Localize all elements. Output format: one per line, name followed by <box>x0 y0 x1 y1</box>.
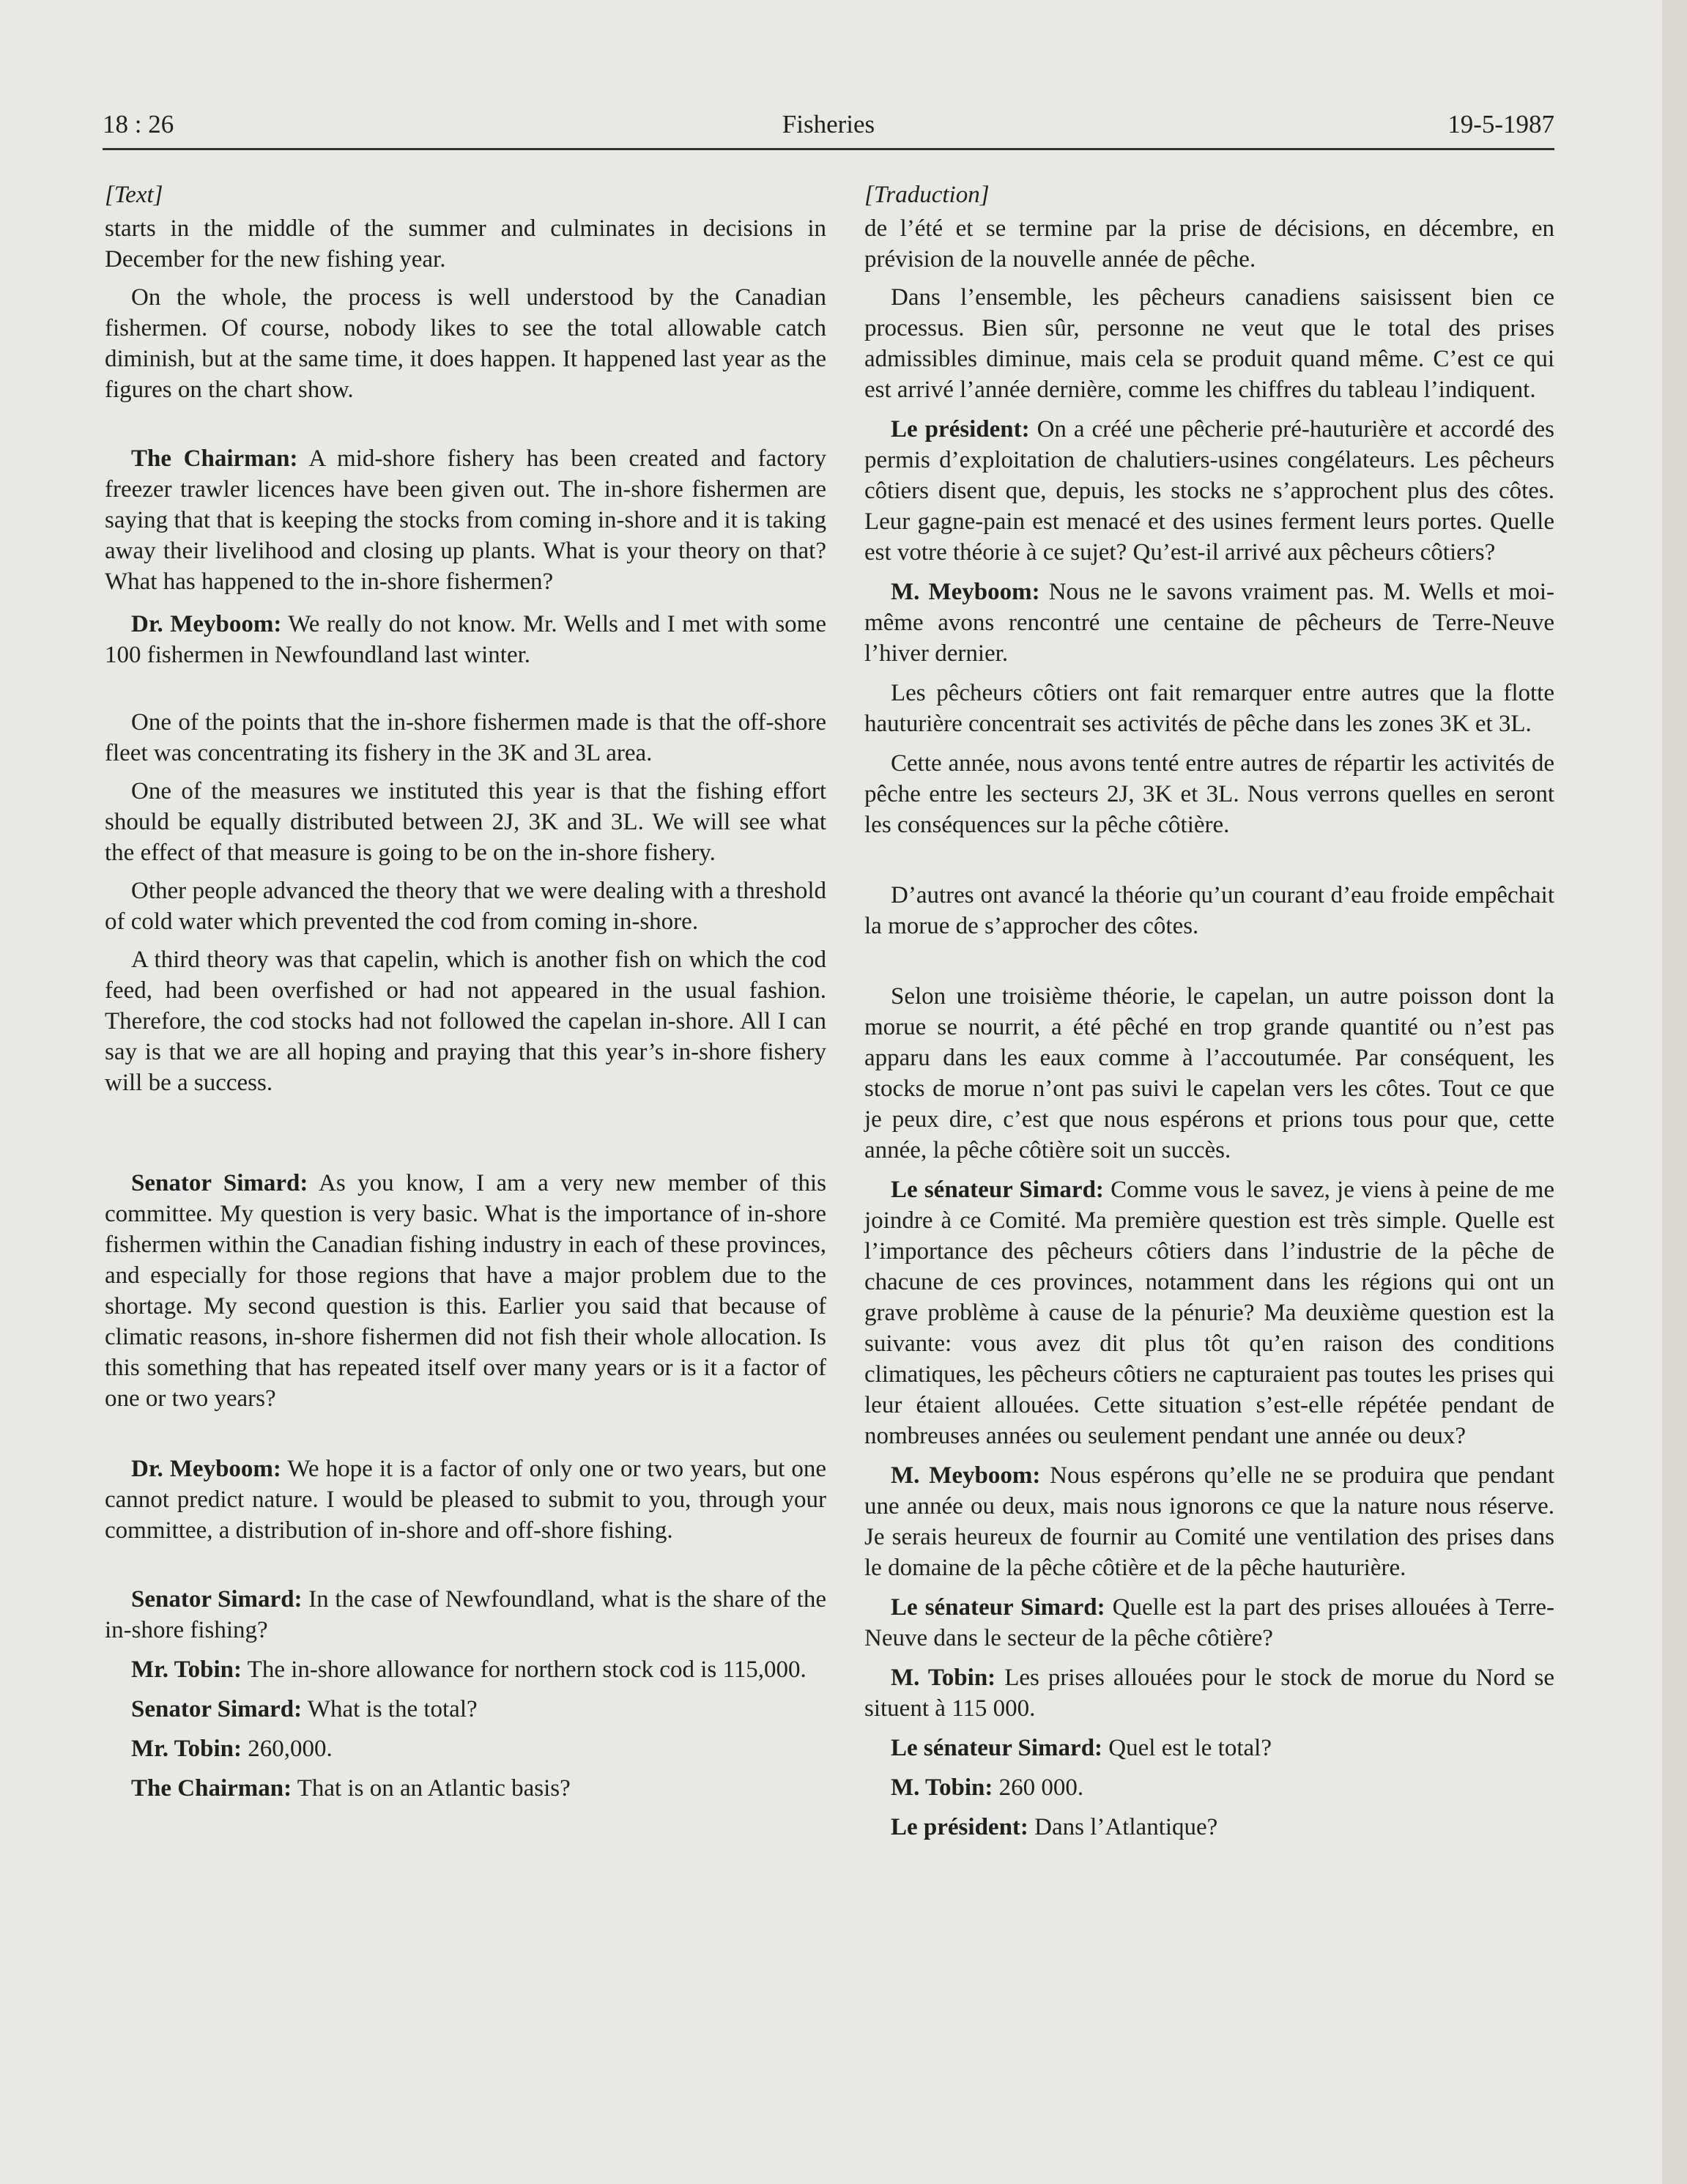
paragraph: A third theory was that capelin, which is another fish on which the cod feed, had been overfished or had not appeared in the usual fashion. Therefore, the cod stocks had not followed the capelan in-shore. All I can say is that we are all hoping and praying that this year’s in-shore fishery will be a success. <box>105 947 826 1096</box>
speaker: M. Meyboom: <box>891 1462 1041 1489</box>
page-edge <box>1662 0 1687 2184</box>
speech: The in-shore allowance for northern stock cod is 115,000. <box>242 1656 807 1683</box>
paragraph: Other people advanced the theory that we were dealing with a threshold of cold water which prevented the cod from coming in-shore. <box>105 878 826 935</box>
speech: 260 000. <box>993 1774 1084 1801</box>
paragraph <box>105 609 826 670</box>
paragraph <box>864 1733 1554 1763</box>
speech: Quel est le total? <box>1102 1735 1272 1761</box>
english-column <box>105 179 826 1804</box>
speech: As you know, I am a very new member of this committee. My question is very basic. What is the importance of in-shore fishermen within the Canadian fishing industry in each of these provinces, and especially for those regions that have a major problem due to the shortage. My second question is this. Earlier you said that because of climatic reasons, in-shore fishermen did not fish their whole allocation. Is this something that has repeated itself over many years or is it a factor of one or two years? <box>105 1170 826 1412</box>
speaker: Le président: <box>891 1814 1028 1840</box>
speaker: Le président: <box>891 416 1030 443</box>
speaker: The Chairman: <box>131 445 298 472</box>
paragraph: starts in the middle of the summer and culminates in decisions in December for the new fishing year. <box>105 215 826 273</box>
speaker: M. Tobin: <box>891 1665 996 1691</box>
paragraph: de l’été et se termine par la prise de décisions, en décembre, en prévision de la nouvelle année de pêche. <box>864 215 1554 273</box>
speech: What is the total? <box>302 1696 478 1722</box>
speech: That is on an Atlantic basis? <box>292 1775 571 1802</box>
speaker: M. Meyboom: <box>891 579 1040 605</box>
speaker: Senator Simard: <box>131 1170 308 1196</box>
speaker: Senator Simard: <box>131 1586 303 1613</box>
paragraph: Dans l’ensemble, les pêcheurs canadiens saisissent bien ce processus. Bien sûr, personne ne veut que le total des prises admissibles diminue, mais cela se produit quand même. C’est ce qui est arrivé l’année dernière, comme les chiffres du tableau l’indiquent. <box>864 284 1554 403</box>
paragraph: On the whole, the process is well understood by the Canadian fishermen. Of course, nobody likes to see the total allowable catch diminish, but at the same time, it does happen. It happened last year as the figures on the chart show. <box>105 284 826 403</box>
paragraph: One of the measures we instituted this year is that the fishing effort should be equally distributed between 2J, 3K and 3L. We will see what the effect of that measure is going to be on the in-shore fishery. <box>105 778 826 866</box>
running-header <box>103 110 1554 148</box>
speaker: Le sénateur Simard: <box>891 1735 1103 1761</box>
paragraph <box>864 1662 1554 1724</box>
paragraph <box>105 1733 826 1764</box>
paragraph <box>864 1812 1554 1843</box>
speaker: The Chairman: <box>131 1775 292 1802</box>
speaker: Le sénateur Simard: <box>891 1177 1104 1203</box>
column-label <box>105 179 826 210</box>
speech: Quelle est la part des prises allouées à Terre-Neuve dans le secteur de la pêche côtière? <box>864 1594 1554 1651</box>
paragraph <box>864 577 1554 669</box>
speech: Comme vous le savez, je viens à peine de me joindre à ce Comité. Ma première question est très simple. Quelle est l’importance des pêcheurs côtiers dans l’industrie de la pêche de chacune de ces provinces, notamment dans les régions qui ont un grave problème à cause de la pénurie? Ma deuxième question est la suivante: vous avez dit plus tôt qu’en raison des conditions climatiques, les pêcheurs côtiers ne capturaient pas toutes les prises qui leur étaient allouées. Cette situation s’est-elle répétée pendant de nombreuses années ou seulement pendant une année ou deux? <box>864 1177 1555 1449</box>
speaker: Le sénateur Simard: <box>891 1594 1105 1621</box>
speech: We hope it is a factor of only one or two years, but one cannot predict nature. I would be pleased to submit to you, through your committee, a distribution of in-shore and off-shore fishing. <box>105 1456 827 1544</box>
paragraph <box>105 1584 826 1646</box>
paragraph <box>864 1592 1554 1654</box>
speaker: Mr. Tobin: <box>131 1656 242 1683</box>
speech: Les prises allouées pour le stock de morue du Nord se situent à 115 000. <box>864 1665 1554 1722</box>
speaker: Mr. Tobin: <box>131 1736 242 1762</box>
column-label-text: [Traduction] <box>864 182 990 208</box>
paragraph: One of the points that the in-shore fishermen made is that the off-shore fleet was concentrating its fishery in the 3K and 3L area. <box>105 709 826 766</box>
speech: Nous espérons qu’elle ne se produira que pendant une année ou deux, mais nous ignorons ce que la nature nous réserve. Je serais heureux de fournir au Comité une ventilation des prises dans le domaine de la pêche côtière et de la pêche hauturière. <box>864 1462 1554 1581</box>
paragraph <box>864 1460 1554 1583</box>
speech: In the case of Newfoundland, what is the share of the in-shore fishing? <box>105 1586 826 1643</box>
french-column <box>864 179 1554 1843</box>
speaker: Dr. Meyboom: <box>131 1456 281 1482</box>
paragraph: D’autres ont avancé la théorie qu’un courant d’eau froide empêchait la morue de s’approcher des côtes. <box>864 882 1554 939</box>
speaker: Dr. Meyboom: <box>131 611 282 637</box>
paragraph: Selon une troisième théorie, le capelan, un autre poisson dont la morue se nourrit, a été pêché en trop grande quantité ou n’est pas apparu dans les eaux comme à l’accoutumée. Par conséquent, les stocks de morue n’ont pas suivi le capelan vers les côtes. Tout ce que je peux dire, c’est que nous espérons et prions tous pour que, cette année, la pêche côtière soit un succès. <box>864 983 1554 1163</box>
paragraph <box>864 414 1554 568</box>
speech: We really do not know. Mr. Wells and I met with some 100 fishermen in Newfoundland last winter. <box>105 611 826 668</box>
paragraph <box>105 1654 826 1685</box>
paragraph: Cette année, nous avons tenté entre autres de répartir les activités de pêche entre les secteurs 2J, 3K et 3L. Nous verrons quelles en seront les conséquences sur la pêche côtière. <box>864 750 1554 838</box>
header-rule <box>103 148 1554 150</box>
paragraph <box>105 1454 826 1546</box>
paragraph <box>105 1168 826 1414</box>
paragraph <box>105 443 826 597</box>
running-title: Fisheries <box>782 110 875 138</box>
paragraph <box>864 1772 1554 1803</box>
speaker: Senator Simard: <box>131 1696 303 1722</box>
paragraph <box>864 1174 1554 1451</box>
column-label <box>864 179 1554 210</box>
speech: 260,000. <box>242 1736 333 1762</box>
paragraph: Les pêcheurs côtiers ont fait remarquer entre autres que la flotte hauturière concentrait ses activités de pêche dans les zones 3K et 3L. <box>864 680 1554 737</box>
speech: Nous ne le savons vraiment pas. M. Wells et moi-même avons rencontré une centaine de pêcheurs de Terre-Neuve l’hiver dernier. <box>864 579 1554 667</box>
speech: On a créé une pêcherie pré-hauturière et accordé des permis d’exploitation de chalutiers-usines congélateurs. Les pêcheurs côtiers disent que, depuis, les stocks ne s’approchent plus des côtes. Leur gagne-pain est menacé et des usines ferment leurs portes. Quelle est votre théorie à ce sujet? Qu’est-il arrivé aux pêcheurs côtiers? <box>864 416 1554 566</box>
paragraph <box>105 1773 826 1804</box>
speaker: M. Tobin: <box>891 1774 993 1801</box>
speech: A mid-shore fishery has been created and factory freezer trawler licences have been given out. The in-shore fishermen are saying that that is keeping the stocks from coming in-shore and it is taking away their livelihood and closing up plants. What is your theory on that? What has happened to the in-shore fishermen? <box>105 445 826 595</box>
header-date: 19-5-1987 <box>1447 110 1554 138</box>
page-number: 18 : 26 <box>103 110 174 138</box>
speech: Dans l’Atlantique? <box>1028 1814 1218 1840</box>
paragraph <box>105 1694 826 1725</box>
column-label-text: [Text] <box>105 182 163 208</box>
